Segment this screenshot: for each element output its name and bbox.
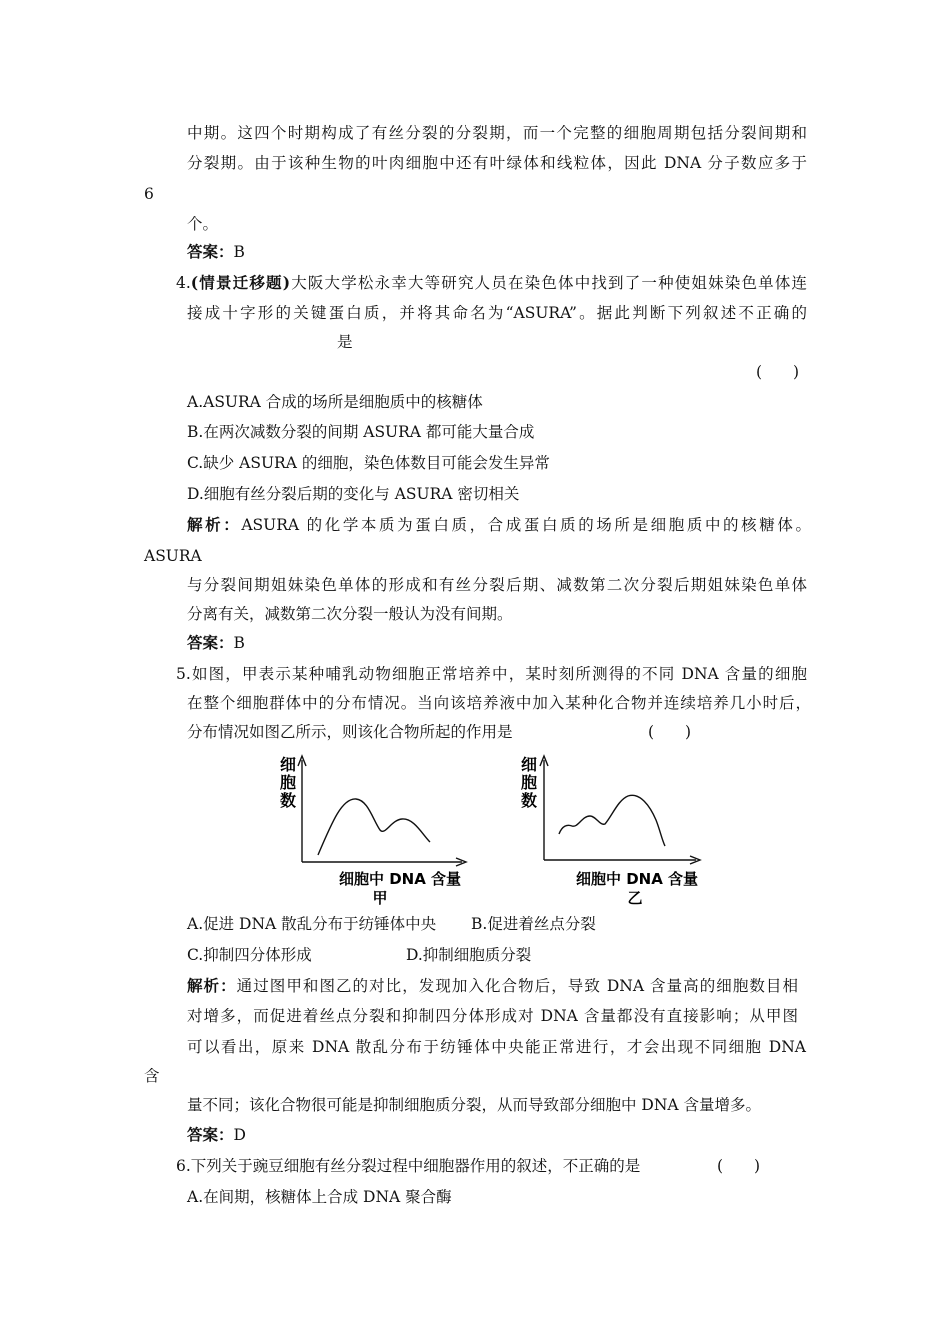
answer-blank: ( ) (648, 723, 692, 741)
explanation-line (187, 515, 811, 535)
text-line: 含 (144, 1067, 160, 1085)
distribution-curve (318, 799, 430, 855)
text-line: 量不同；该化合物很可能是抑制细胞质分裂，从而导致部分细胞中 DNA 含量增多。 (187, 1096, 762, 1114)
text-line: 与分裂间期姐妹染色单体的形成和有丝分裂后期、减数第二次分裂后期姐妹染色单体 (187, 576, 807, 594)
text-line: 个。 (187, 215, 219, 233)
figure-yi (512, 752, 722, 910)
text-line: 接成十字形的关键蛋白质，并将其命名为“ASURA”。据此判断下列叙述不正确的 (187, 304, 807, 322)
explanation-text: 通过图甲和图乙的对比，发现加入化合物后，导致 DNA 含量高的细胞数目相 (236, 977, 798, 995)
option-a: A.促进 DNA 散乱分布于纺锤体中央 (187, 915, 437, 933)
text-line: 分离有关，减数第二次分裂一般认为没有间期。 (187, 605, 513, 623)
question-number: 4. (176, 274, 191, 292)
question-text: 大阪大学松永幸大等研究人员在染色体中找到了一种使姐妹染色单体连 (290, 274, 807, 292)
text-line: 分布情况如图乙所示，则该化合物所起的作用是 (187, 723, 513, 741)
option-d: D.抑制细胞质分裂 (406, 946, 532, 964)
text-line: 可以看出，原来 DNA 散乱分布于纺锤体中央能正常进行，才会出现不同细胞 DNA (187, 1038, 806, 1056)
option-a: A.在间期，核糖体上合成 DNA 聚合酶 (187, 1188, 452, 1206)
text-line: 6 (144, 185, 154, 203)
y-axis-label-char: 胞 (279, 773, 297, 792)
y-axis-label (280, 755, 296, 810)
answer-line (187, 1125, 246, 1145)
text-line: 分裂期。由于该种生物的叶肉细胞中还有叶绿体和线粒体，因此 DNA 分子数应多于 (187, 154, 807, 172)
figure-jia (270, 752, 480, 910)
y-axis-label-char: 数 (520, 791, 538, 810)
option-c: C.抑制四分体形成 (187, 946, 312, 964)
text-line: 是 (337, 333, 353, 351)
answer-label: 答案： (187, 633, 234, 652)
text-line: 在整个细胞群体中的分布情况。当向该培养液中加入某种化合物并连续培养几小时后， (187, 694, 811, 712)
option-c: C.缺少 ASURA 的细胞，染色体数目可能会发生异常 (187, 454, 550, 472)
question-5-stem: 5.如图，甲表示某种哺乳动物细胞正常培养中，某时刻所测得的不同 DNA 含量的细胞 (176, 665, 807, 683)
option-b: B.在两次减数分裂的间期 ASURA 都可能大量合成 (187, 423, 535, 441)
y-axis-label (521, 755, 537, 810)
y-axis-label-char: 细 (279, 755, 297, 774)
question-6-stem: 6.下列关于豌豆细胞有丝分裂过程中细胞器作用的叙述，不正确的是 (176, 1157, 641, 1175)
text-line: 对增多，而促进着丝点分裂和抑制四分体形成对 DNA 含量都没有直接影响；从甲图 (187, 1007, 798, 1025)
explanation-text: ASURA 的化学本质为蛋白质，合成蛋白质的场所是细胞质中的核糖体。 (241, 516, 811, 534)
answer-line (187, 242, 245, 262)
explanation-line (187, 976, 798, 996)
answer-blank: ( ) (756, 363, 800, 381)
answer-line (187, 633, 245, 653)
explanation-label: 解析： (187, 976, 237, 995)
option-a: A.ASURA 合成的场所是细胞质中的核糖体 (187, 393, 483, 411)
x-axis-label: 细胞中 DNA 含量 (575, 870, 699, 888)
answer-label: 答案： (187, 1125, 234, 1144)
x-axis-label: 细胞中 DNA 含量 (338, 870, 462, 888)
answer-value: D (233, 1126, 246, 1144)
y-axis-label-char: 胞 (520, 773, 538, 792)
answer-blank: ( ) (717, 1157, 761, 1175)
answer-value: B (233, 634, 245, 652)
question-tag: (情景迁移题) (190, 273, 291, 292)
text-line: 中期。这四个时期构成了有丝分裂的分裂期，而一个完整的细胞周期包括分裂间期和 (187, 124, 807, 142)
y-axis-label-char: 细 (520, 755, 538, 774)
explanation-label: 解析： (187, 515, 242, 534)
figure-caption: 乙 (627, 889, 643, 907)
option-b: B.促进着丝点分裂 (471, 915, 596, 933)
answer-label: 答案： (187, 242, 234, 261)
text-line: ASURA (144, 547, 202, 565)
y-axis-label-char: 数 (279, 791, 297, 810)
distribution-curve (559, 795, 665, 846)
figure-caption: 甲 (372, 889, 388, 907)
question-4-stem (176, 273, 807, 293)
answer-value: B (233, 243, 245, 261)
option-d: D.细胞有丝分裂后期的变化与 ASURA 密切相关 (187, 485, 520, 503)
